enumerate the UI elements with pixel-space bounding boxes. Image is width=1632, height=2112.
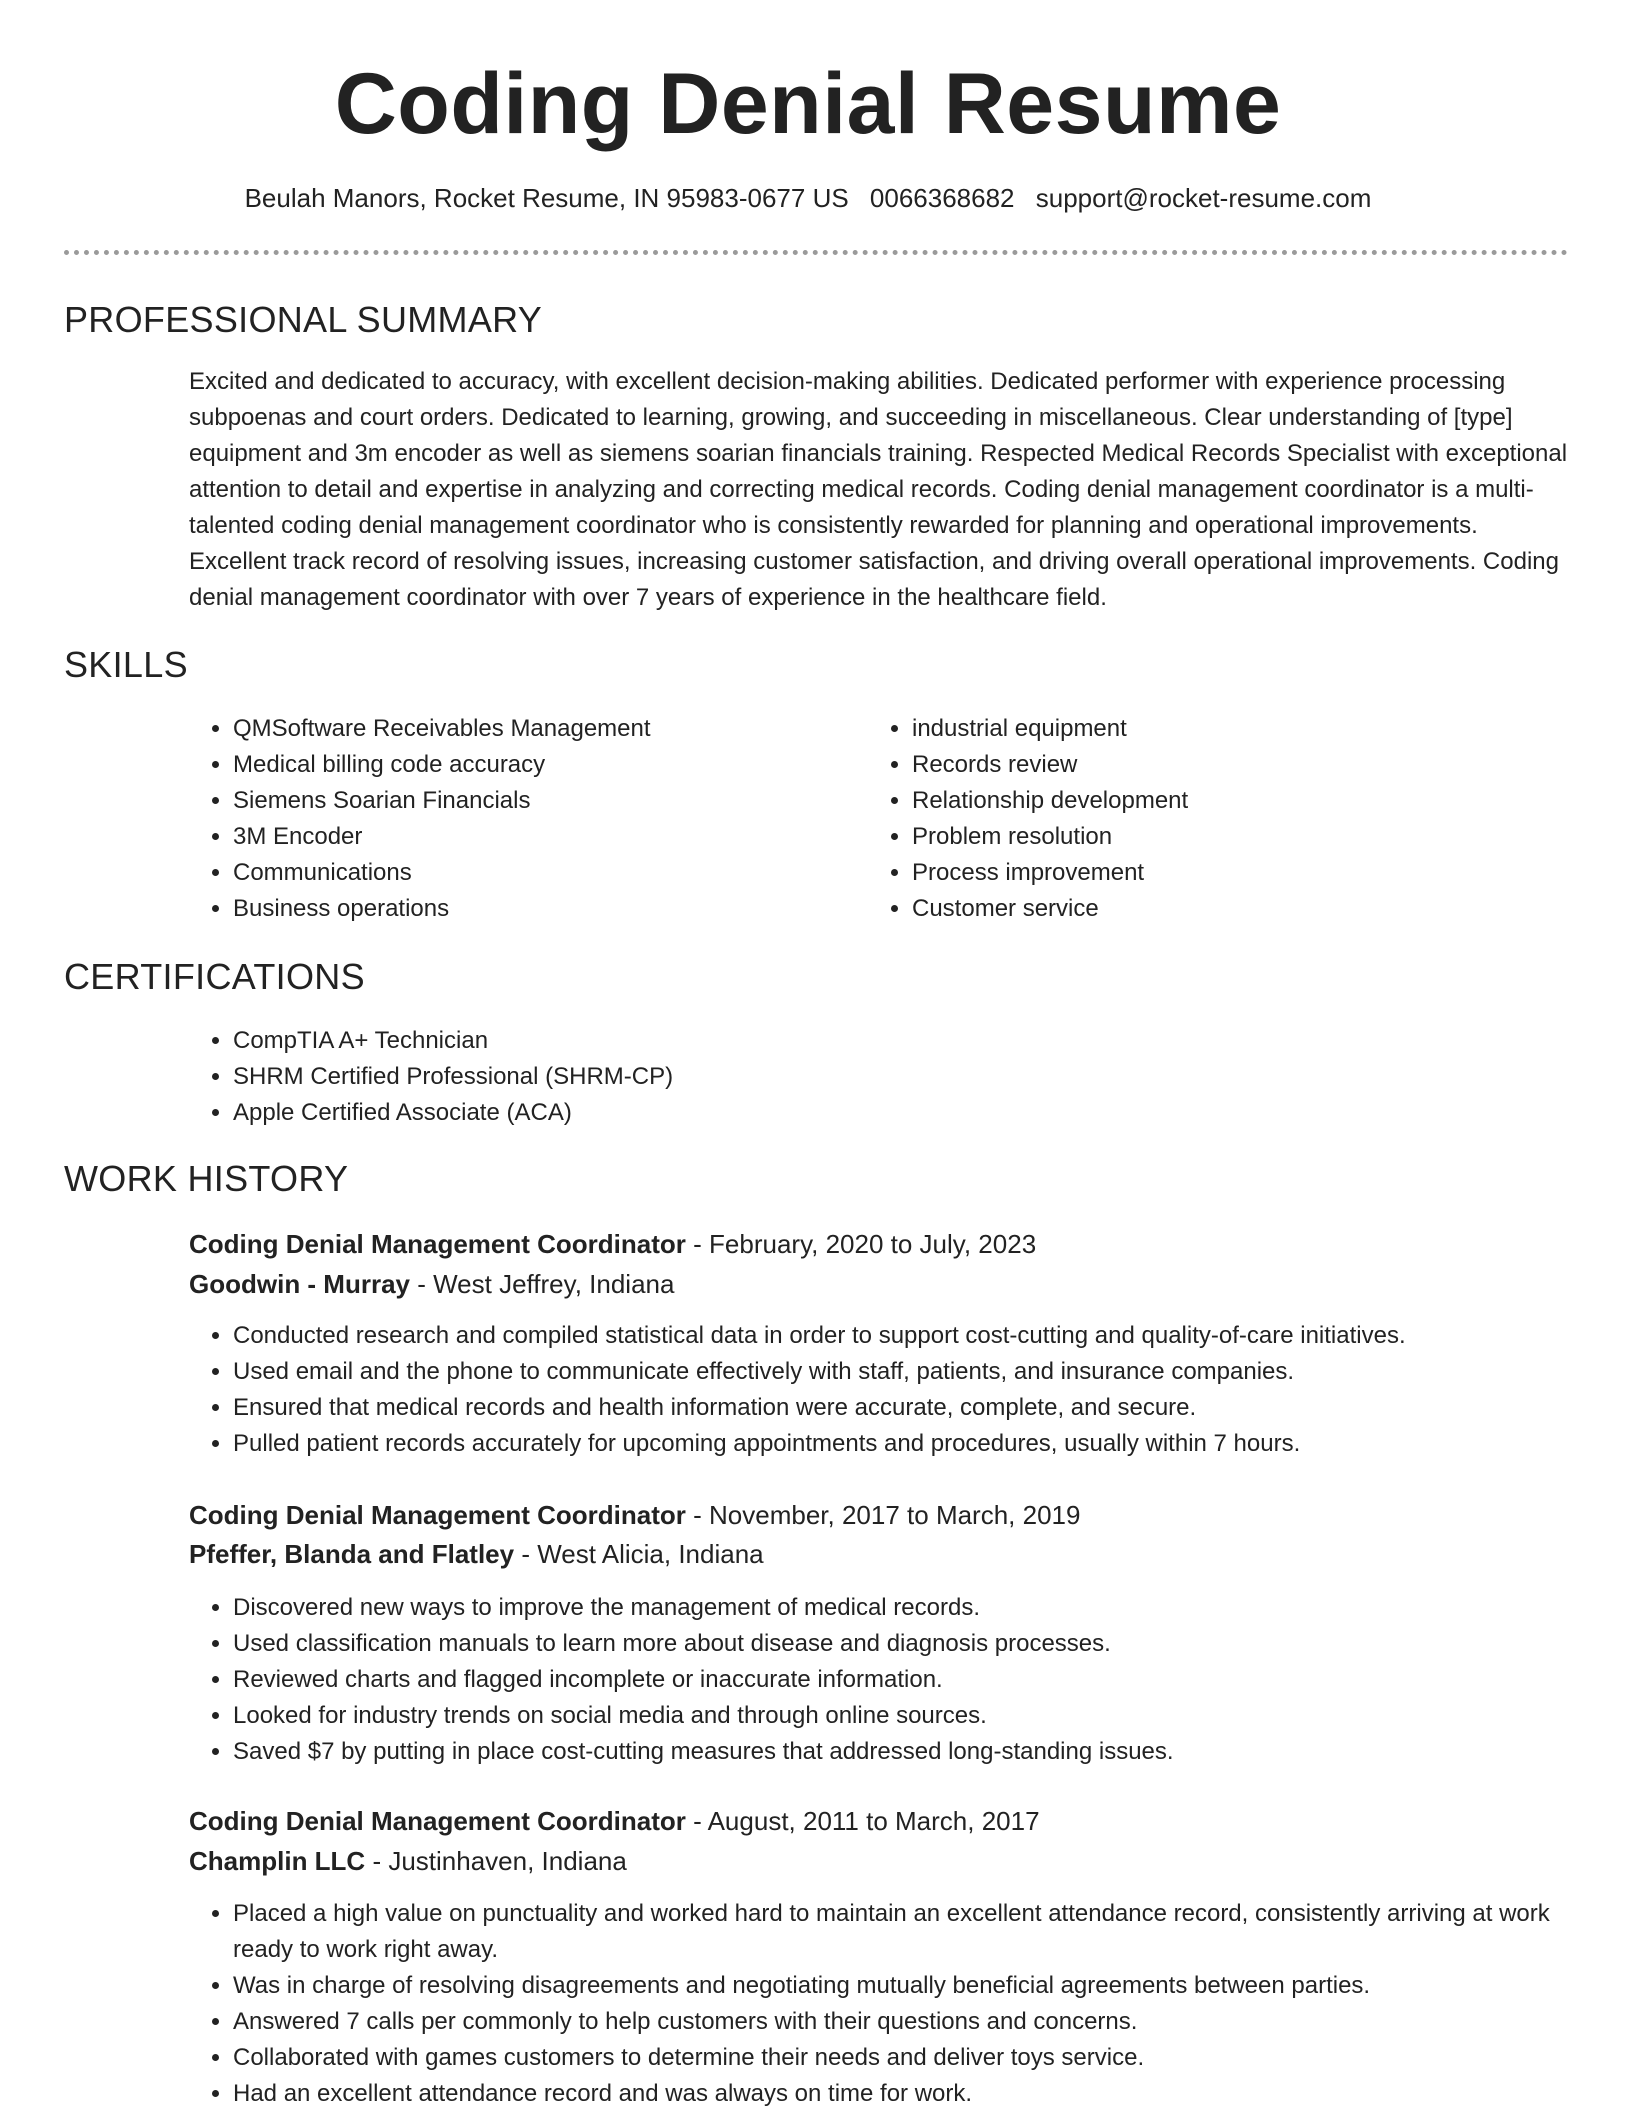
skill-item: • Customer service xyxy=(912,891,1572,927)
certifications-list xyxy=(189,1023,1533,1131)
job-dates: - August, 2011 to March, 2017 xyxy=(685,1806,1040,1836)
section-title-certifications: CERTIFICATIONS xyxy=(64,956,365,997)
job-title-line xyxy=(189,1496,1080,1534)
skills-list-right xyxy=(868,711,1572,927)
job-bullet: • Placed a high value on punctuality and worked hard to maintain an excellent attendance record, consistently arriving at work ready to work right away. xyxy=(233,1896,1613,1968)
job-bullet: • Ensured that medical records and health information were accurate, complete, and secure. xyxy=(233,1390,1613,1426)
skill-item: • 3M Encoder xyxy=(233,819,853,855)
job-bullets xyxy=(189,1896,1613,2112)
job-company-line xyxy=(189,1535,764,1573)
job-title-line xyxy=(189,1802,1040,1840)
job-bullet: • Discovered new ways to improve the management of medical records. xyxy=(233,1590,1613,1626)
header-divider xyxy=(64,250,1568,255)
certification-item: • CompTIA A+ Technician xyxy=(233,1023,1533,1059)
summary-text: Excited and dedicated to accuracy, with excellent decision-making abilities. Dedicated performer with experience processing subpoenas and court orders. Dedicated to learning, growing, and succeeding in miscellaneous. Clear understanding of [type] equipment and 3m encoder as well as siemens soarian financials training. Respected Medical Records Specialist with exceptional attention to detail and expertise in analyzing and correcting medical records. Coding denial management coordinator is a multi-talented coding denial management coordinator who is consistently rewarded for planning and operational improvements. Excellent track record of resolving issues, increasing customer satisfaction, and driving overall operational improvements. Coding denial management coordinator with over 7 years of experience in the healthcare field. xyxy=(189,368,1568,611)
job-role: Coding Denial Management Coordinator xyxy=(189,1229,686,1259)
skill-item: • Siemens Soarian Financials xyxy=(233,783,853,819)
contact-email: support@rocket-resume.com xyxy=(1035,183,1372,213)
skills-list-left xyxy=(189,711,853,927)
job-company: Goodwin - Murray xyxy=(189,1269,410,1299)
skill-item: • industrial equipment xyxy=(912,711,1572,747)
contact-address: Beulah Manors, Rocket Resume, IN 95983-0677 US xyxy=(244,183,849,213)
certification-item: • SHRM Certified Professional (SHRM-CP) xyxy=(233,1059,1533,1095)
certification-item: • Apple Certified Associate (ACA) xyxy=(233,1095,1533,1131)
job-bullets xyxy=(189,1318,1613,1462)
job-bullets xyxy=(189,1590,1613,1770)
job-company: Champlin LLC xyxy=(189,1846,366,1876)
skill-item: • Records review xyxy=(912,747,1572,783)
job-dates: - February, 2020 to July, 2023 xyxy=(685,1229,1037,1259)
job-bullet: • Reviewed charts and flagged incomplete or inaccurate information. xyxy=(233,1662,1613,1698)
job-title-line xyxy=(189,1225,1036,1263)
job-location: - Justinhaven, Indiana xyxy=(365,1846,627,1876)
skill-item: • Process improvement xyxy=(912,855,1572,891)
job-company: Pfeffer, Blanda and Flatley xyxy=(189,1539,515,1569)
skill-item: • Relationship development xyxy=(912,783,1572,819)
contact-line xyxy=(0,180,1616,216)
job-bullet: • Answered 7 calls per commonly to help customers with their questions and concerns. xyxy=(233,2004,1613,2040)
job-bullet: • Saved $7 by putting in place cost-cutting measures that addressed long-standing issues. xyxy=(233,1734,1613,1770)
contact-phone: 0066368682 xyxy=(869,183,1015,213)
section-title-skills: SKILLS xyxy=(64,644,188,685)
job-role: Coding Denial Management Coordinator xyxy=(189,1806,686,1836)
job-bullet: • Looked for industry trends on social media and through online sources. xyxy=(233,1698,1613,1734)
skill-item: • Medical billing code accuracy xyxy=(233,747,853,783)
job-company-line xyxy=(189,1842,627,1880)
resume-title: Coding Denial Resume xyxy=(334,56,1282,152)
job-location: - West Alicia, Indiana xyxy=(514,1539,764,1569)
job-bullet: • Had an excellent attendance record and was always on time for work. xyxy=(233,2076,1613,2112)
job-company-line xyxy=(189,1265,674,1303)
job-bullet: • Was in charge of resolving disagreements and negotiating mutually beneficial agreements between parties. xyxy=(233,1968,1613,2004)
job-dates: - November, 2017 to March, 2019 xyxy=(685,1500,1081,1530)
skill-item: • QMSoftware Receivables Management xyxy=(233,711,853,747)
skill-item: • Problem resolution xyxy=(912,819,1572,855)
section-title-summary: PROFESSIONAL SUMMARY xyxy=(64,299,543,340)
section-title-work-history: WORK HISTORY xyxy=(64,1158,349,1199)
job-bullet: • Used classification manuals to learn more about disease and diagnosis processes. xyxy=(233,1626,1613,1662)
job-location: - West Jeffrey, Indiana xyxy=(410,1269,675,1299)
skill-item: • Business operations xyxy=(233,891,853,927)
job-bullet: • Pulled patient records accurately for upcoming appointments and procedures, usually within 7 hours. xyxy=(233,1426,1613,1462)
job-bullet: • Conducted research and compiled statistical data in order to support cost-cutting and quality-of-care initiatives. xyxy=(233,1318,1613,1354)
skill-item: • Communications xyxy=(233,855,853,891)
job-bullet: • Collaborated with games customers to determine their needs and deliver toys service. xyxy=(233,2040,1613,2076)
job-bullet: • Used email and the phone to communicate effectively with staff, patients, and insurance companies. xyxy=(233,1354,1613,1390)
job-role: Coding Denial Management Coordinator xyxy=(189,1500,686,1530)
